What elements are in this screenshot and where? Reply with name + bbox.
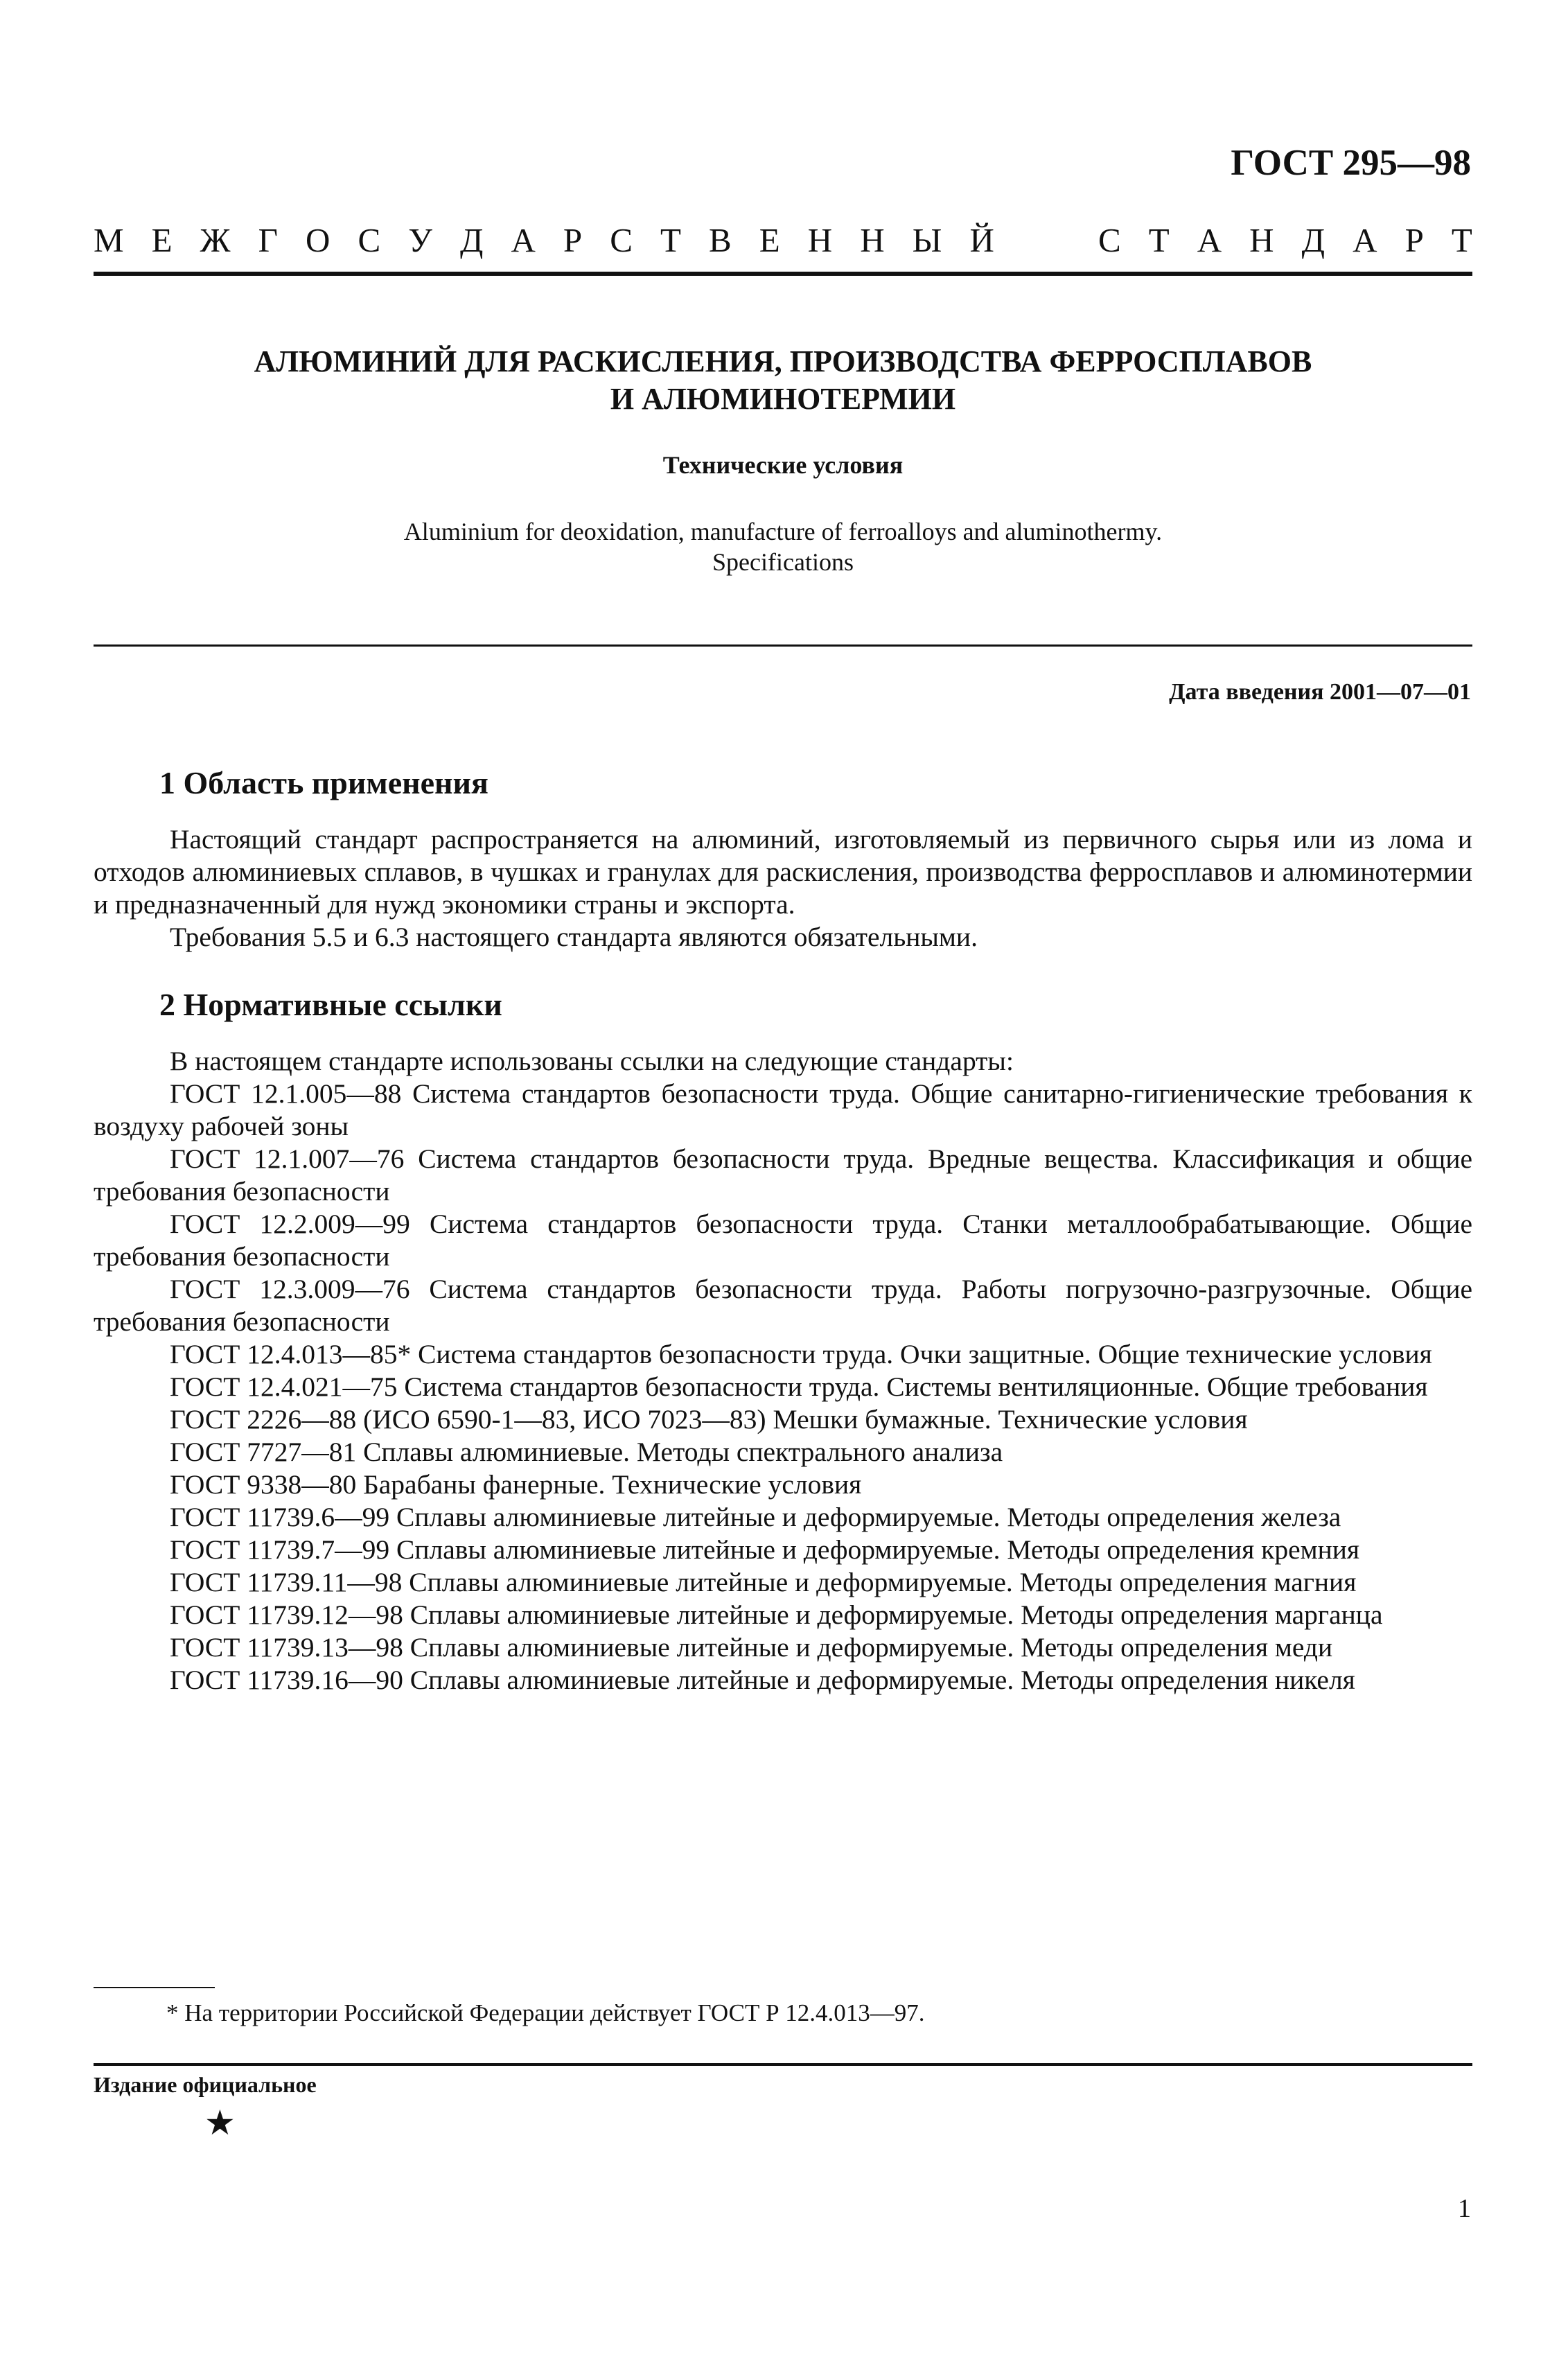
- banner-letter: Н: [1249, 221, 1274, 259]
- banner-letter: Т: [660, 221, 681, 259]
- document-subtitle: Технические условия: [662, 451, 904, 479]
- star-icon: ★: [204, 2103, 236, 2142]
- reference-item: ГОСТ 12.3.009—76 Система стандартов безопасности труда. Работы погрузочно-разгрузочные. Общие требования безопасности: [94, 1274, 1472, 1337]
- reference-item: ГОСТ 11739.12—98 Сплавы алюминиевые литейные и деформируемые. Методы определения марганца: [170, 1599, 1383, 1630]
- banner-letter: Д: [459, 221, 484, 259]
- bottom-rule: [94, 2063, 1472, 2066]
- banner-letter: Й: [969, 221, 994, 259]
- reference-item: ГОСТ 12.1.007—76 Система стандартов безопасности труда. Вредные вещества. Классификация и общие требования безопасности: [94, 1143, 1472, 1207]
- banner-letter: У: [408, 221, 432, 259]
- banner-letter: Ж: [200, 221, 231, 259]
- banner-letter: Д: [1301, 221, 1325, 259]
- section-1-heading: 1 Область применения: [159, 765, 488, 800]
- english-title-line-1: Aluminium for deoxidation, manufacture of ferroalloys and aluminothermy.: [403, 518, 1163, 545]
- section-2-heading: 2 Нормативные ссылки: [159, 987, 502, 1022]
- reference-item: ГОСТ 11739.16—90 Сплавы алюминиевые литейные и деформируемые. Методы определения никеля: [170, 1665, 1355, 1695]
- english-title: [94, 516, 1472, 577]
- banner-letter: Т: [1451, 221, 1472, 259]
- banner-letter: А: [511, 221, 536, 259]
- reference-item: ГОСТ 11739.11—98 Сплавы алюминиевые литейные и деформируемые. Методы определения магния: [170, 1567, 1357, 1597]
- section-1-paragraph: Требования 5.5 и 6.3 настоящего стандарта являются обязательными.: [170, 922, 978, 952]
- banner-letter: Е: [151, 221, 173, 259]
- banner-letter: Р: [1404, 221, 1424, 259]
- banner-letter: В: [709, 221, 732, 259]
- reference-item: ГОСТ 11739.13—98 Сплавы алюминиевые литейные и деформируемые. Методы определения меди: [170, 1632, 1333, 1663]
- reference-item: ГОСТ 12.2.009—99 Система стандартов безопасности труда. Станки металлообрабатывающие. Общие требования безопасности: [94, 1209, 1472, 1272]
- reference-item: ГОСТ 12.1.005—88 Система стандартов безопасности труда. Общие санитарно-гигиенические требования к воздуху рабочей зоны: [94, 1078, 1472, 1141]
- section-2-intro: В настоящем стандарте использованы ссылки на следующие стандарты:: [170, 1046, 1014, 1076]
- section-2-body: [94, 1045, 1472, 1696]
- reference-item: ГОСТ 2226—88 (ИСО 6590-1—83, ИСО 7023—83) Мешки бумажные. Технические условия: [170, 1404, 1248, 1435]
- banner-letter: Н: [860, 221, 885, 259]
- title-line-1: АЛЮМИНИЙ ДЛЯ РАСКИСЛЕНИЯ, ПРОИЗВОДСТВА ФЕРРОСПЛАВОВ: [254, 344, 1312, 378]
- banner-letter: Н: [807, 221, 833, 259]
- banner-letter: А: [1353, 221, 1377, 259]
- banner-letter: Ы: [912, 221, 942, 259]
- banner-letter: С: [610, 221, 633, 259]
- page-number: 1: [1458, 2194, 1471, 2223]
- standard-type-banner: [94, 220, 1472, 260]
- banner-letter: Е: [759, 221, 780, 259]
- banner-letter: М: [94, 221, 124, 259]
- banner-letter: Т: [1148, 221, 1170, 259]
- reference-item: ГОСТ 12.4.021—75 Система стандартов безопасности труда. Системы вентиляционные. Общие требования: [170, 1371, 1428, 1402]
- english-title-line-2: Specifications: [712, 548, 854, 576]
- section-1-body: [94, 823, 1472, 954]
- banner-letter: А: [1197, 221, 1222, 259]
- title-line-2: И АЛЮМИНОТЕРМИИ: [610, 382, 956, 416]
- reference-item: ГОСТ 7727—81 Сплавы алюминиевые. Методы спектрального анализа: [170, 1437, 1003, 1467]
- banner-letter: С: [358, 221, 381, 259]
- banner-letter: Г: [258, 221, 278, 259]
- banner-gap: [1022, 220, 1071, 260]
- title-rule: [94, 644, 1472, 647]
- reference-item: ГОСТ 11739.6—99 Сплавы алюминиевые литейные и деформируемые. Методы определения железа: [170, 1502, 1341, 1532]
- edition-label: Издание официальное: [94, 2072, 317, 2097]
- header-rule: [94, 272, 1472, 276]
- standard-id: ГОСТ 295—98: [1231, 143, 1471, 183]
- introduction-date: Дата введения 2001—07—01: [1169, 679, 1471, 705]
- banner-letter: О: [306, 221, 331, 259]
- banner-letter: С: [1098, 221, 1121, 259]
- reference-item: ГОСТ 12.4.013—85* Система стандартов безопасности труда. Очки защитные. Общие технические условия: [170, 1339, 1432, 1369]
- section-1-paragraph: Настоящий стандарт распространяется на алюминий, изготовляемый из первичного сырья или из лома и отходов алюминиевых сплавов, в чушках и гранулах для раскисления, производства ферросплавов и алюминотермии и предназначенный для нужд экономики страны и экспорта.: [94, 824, 1472, 920]
- footnote-rule: [94, 1987, 215, 1988]
- footnote: * На территории Российской Федерации действует ГОСТ Р 12.4.013—97.: [166, 1999, 925, 2026]
- reference-item: ГОСТ 9338—80 Барабаны фанерные. Технические условия: [170, 1469, 862, 1500]
- document-title: [94, 343, 1472, 418]
- banner-letter: Р: [563, 221, 583, 259]
- reference-item: ГОСТ 11739.7—99 Сплавы алюминиевые литейные и деформируемые. Методы определения кремния: [170, 1534, 1360, 1565]
